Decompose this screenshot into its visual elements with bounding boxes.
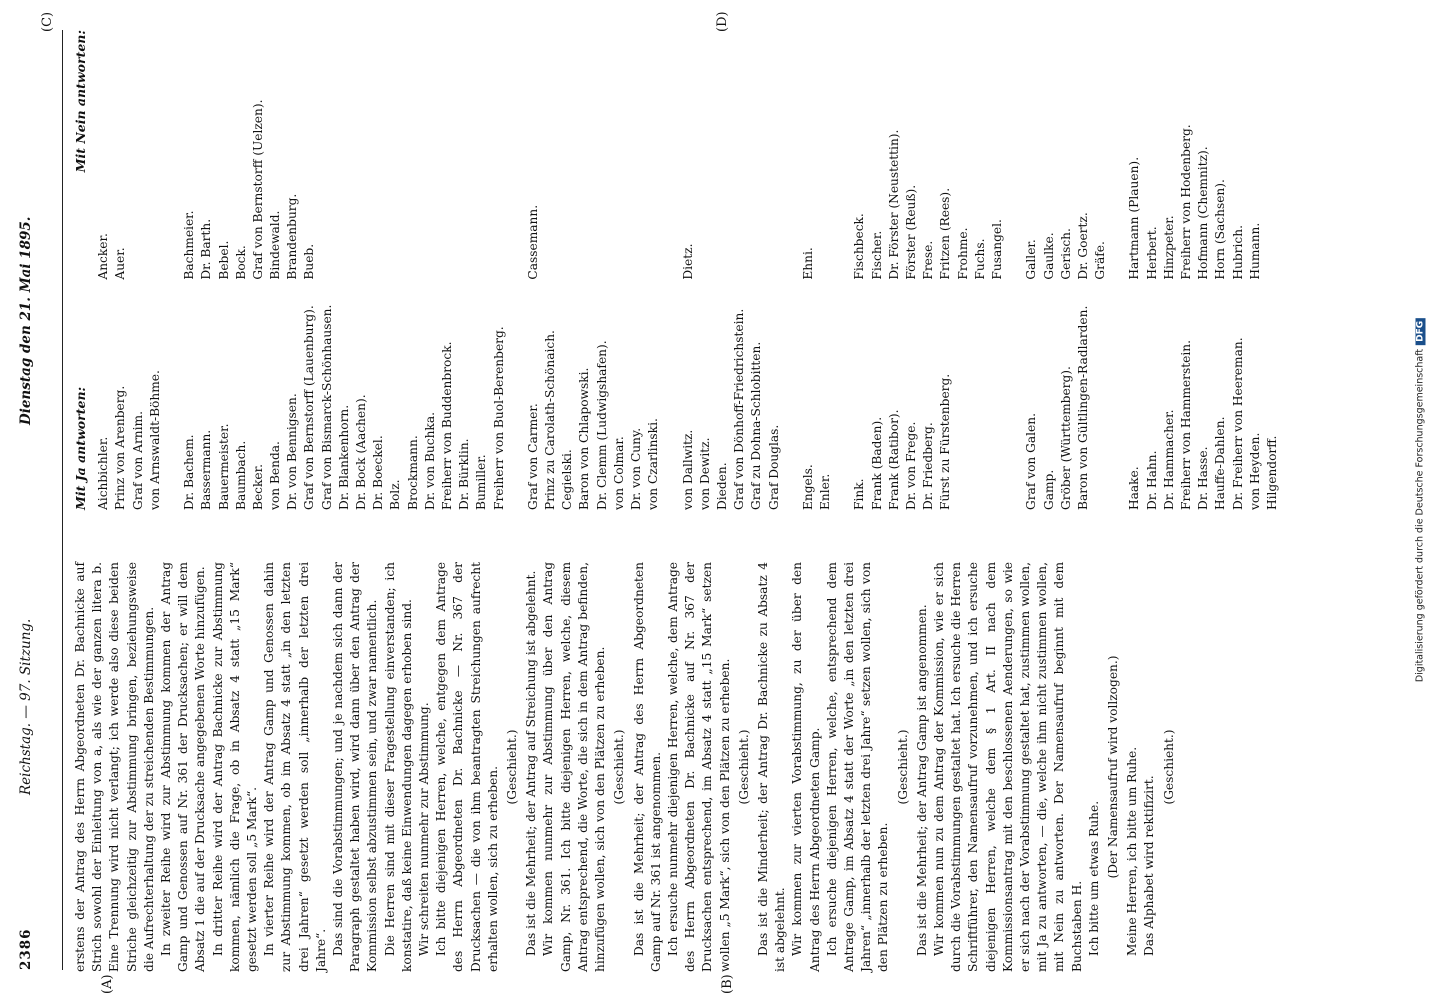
vote-row [680,30,697,510]
nein-voter-name [576,30,593,280]
ja-voter-name: Baron von Chlapowski. [577,367,592,510]
ja-voter-name: Dr. Bürklin. [457,438,472,510]
nein-voter-name: Auer. [113,247,128,280]
vote-row [181,30,198,510]
nein-voter-name: Herbert. [1144,226,1159,280]
nein-voter-name: Fischbeck. [852,213,867,280]
ja-voter-name: Dr. Bachem. [182,434,197,510]
ja-voter-name: Hilgendorff. [1264,435,1279,510]
vote-row [1126,30,1143,510]
paragraph: In vierter Reihe wird der Antrag Gamp und Genossen dahin zur Abstimmung kommen, ob im Absatz 4 statt „in den letzten drei Jahren“ gesetzt werden soll „innerhalb der letzten drei Jahre“. [262,562,328,972]
margin-mark-d: (D) [715,11,730,32]
vote-row [1023,30,1040,510]
nein-voter-name: Frohme. [955,227,970,280]
nein-voter-name [473,30,490,280]
vote-row [473,30,490,510]
vote-row [611,30,628,510]
paragraph: In zweiter Reihe wird zur Abstimmung kommen der Antrag Gamp und Genossen auf Nr. 361 der Drucksachen; er will dem Absatz 1 die auf der Drucksache angegebenen Worte hinzufügen. [159,562,208,972]
ja-voter-name: Dr. Bock (Aachen). [354,394,369,510]
stage-direction: (Geschieht.) [1161,729,1176,805]
vote-row [267,30,284,510]
paragraph: Das sind die Vorabstimmungen; und je nachdem sich dann der Paragraph gestaltet haben wird, wird dann über den Antrag der Kommission selbst abzustimmen sein, und zwar namentlich. [331,562,380,972]
nein-voter-name: Cassemann. [525,204,540,280]
vote-row [284,30,301,510]
stage-direction: (Geschieht.) [736,729,751,805]
ja-voter-name: von Dallwitz. [680,429,695,510]
ja-voter-name: Dr. Clemm (Ludwigshafen). [594,340,609,510]
nein-voter-name: Fischer. [869,230,884,280]
vote-list-rows [95,30,1281,510]
nein-voter-name [422,30,439,280]
ja-voter-name [1092,280,1109,510]
ja-voter-name: Fürst zu Fürstenberg. [938,373,953,510]
vote-row [1161,30,1178,510]
vote-row [559,30,576,510]
nein-voter-name [748,30,765,280]
ja-voter-name [164,280,181,510]
vote-row [1144,30,1161,510]
nein-voter-name: Fuchs. [972,238,987,280]
ja-voter-name: Prinz zu Carolath-Schönaich. [543,330,558,510]
nein-voter-name [456,30,473,280]
ja-voter-name: Graf Douglas. [766,424,781,510]
vote-list-headings [72,30,89,510]
ja-voter-name [662,280,679,510]
ja-voter-name: von Dewitz. [697,437,712,510]
vote-row [714,30,731,510]
vote-row [164,30,181,510]
vote-row [766,30,783,510]
nein-voter-name [353,30,370,280]
ja-voter-name: Enler. [818,473,833,510]
page-number: 2386 [18,928,34,970]
nein-voter-name: Galler. [1024,239,1039,280]
nein-voter-name [336,30,353,280]
vote-row [1041,30,1058,510]
vote-row [95,30,112,510]
vote-row [1075,30,1092,510]
ja-voter-name: Becker. [250,464,265,510]
vote-row [130,30,147,510]
vote-row [542,30,559,510]
nein-voter-name: Hofmann (Chemnitz). [1196,146,1211,280]
vote-row [112,30,129,510]
ja-voter-name: Bassermann. [199,429,214,510]
vote-row [1264,30,1281,510]
paragraph: Ich ersuche diejenigen Herren, welche, entsprechend dem Antrage Gamp, im Absatz 4 statt der Worte „in den letzten drei Jahren“ „innerhalb der letzten drei Jahre“ setzen wollen, sich von den Plätzen zu erheben. [824,562,891,972]
vote-row [783,30,800,510]
nein-voter-name [697,30,714,280]
ja-voter-name: Dr. Hasse. [1196,446,1211,510]
ja-voter-name: Graf von Dönhoff-Friedrichstein. [732,308,747,510]
nein-voter-name: Gräfe. [1093,241,1108,280]
vote-row [886,30,903,510]
nein-voter-name [164,30,181,280]
paragraph: Ich bitte diejenigen Herren, welche, entgegen dem Antrage des Herrn Abgeordneten Dr. Bachnicke — Nr. 367 der Drucksachen — die von ihm beantragten Streichungen aufrecht erhalten wollen, sich zu erheben. [434,562,500,972]
nein-voter-name [817,30,834,280]
nein-voter-name: Humann. [1247,222,1262,280]
ja-heading: Mit Ja antworten: [73,386,88,510]
ja-voter-name: Dr. von Frege. [904,421,919,510]
nein-voter-name: Horn (Sachsen). [1213,179,1228,280]
paragraph: Das Alphabet wird rektifizirt. [1142,775,1157,956]
nein-voter-name [662,30,679,280]
paragraph: Wir kommen zur vierten Vorabstimmung, zu der über den Antrag des Herrn Abgeordneten Gamp. [790,562,822,972]
vote-row [851,30,868,510]
paragraph: Wir kommen nun zu dem Antrag der Kommission, wie er sich durch die Vorabstimmungen gestaltet hat. Ich ersuche die Herren Schriftführer, den Namensaufruf vorzunehmen, und ich ersuche diejenigen Herren, welche dem § 1 Art. II nach dem Kommissionsantrag mit den beschlossenen Aenderungen, so wie er sich nach der Vorabstimmung gestaltet hat, zustimmen wollen, mit Ja zu antworten, — die, welche ihm nicht zustimmen wollen, mit Nein zu antworten. Der Namensaufruf beginnt mit dem Buchstaben H. [931,562,1084,972]
paragraph: erstens der Antrag des Herrn Abgeordneten Dr. Bachnicke auf Strich sowohl der Einleitung von a, als wie der ganzen litera b. Eine Trennung wird nicht verlangt; ich werde also diese beiden Striche gleichzeitig zur Abstimmung bringen, beziehungsweise die Aufrechterhaltung der zu streichenden Bestimmungen. [73,562,156,972]
nein-voter-name: Freiherr von Hodenberg. [1179,124,1194,280]
ja-voter-name: Hauffe-Dahlen. [1213,416,1228,510]
nein-voter-name [766,30,783,280]
nein-voter-name [319,30,336,280]
ja-voter-name: Dr. Hahn. [1144,450,1159,510]
nein-voter-name: Graf von Bernstorff (Uelzen). [250,99,265,280]
paragraph: Ich bitte um etwas Ruhe. [1086,800,1101,956]
vote-row [370,30,387,510]
ja-voter-name: Graf zu Dohna-Schlobitten. [749,341,764,510]
left-running-head: Reichstag. — 97. Sitzung. [18,618,34,795]
vote-row [353,30,370,510]
vote-row [937,30,954,510]
nein-voter-name [731,30,748,280]
vote-row [972,30,989,510]
ja-voter-name: von Czarlinski. [646,418,661,510]
paragraph: Das ist die Mehrheit; der Antrag des Herrn Abgeordneten Gamp auf Nr. 361 ist angenommen. [631,562,663,972]
nein-voter-name [559,30,576,280]
right-running-head: Dienstag den 21. Mai 1895. [18,216,34,425]
paragraph: Wir kommen nunmehr zur Abstimmung über den Antrag Gamp, Nr. 361. Ich bitte diejenigen Herren, welche, diesem Antrag entsprechend, die Worte, die sich in dem Antrag befinden, hinzufügen wollen, sich von den Plätzen zu erheben. [541,562,608,972]
vote-row [800,30,817,510]
ja-voter-name: Brockmann. [405,435,420,510]
nein-voter-name [387,30,404,280]
nein-voter-name [439,30,456,280]
ja-voter-name: Frank (Ratibor). [886,409,901,510]
nein-voter-name [1109,30,1126,280]
ja-voter-name: von Heyden. [1247,432,1262,510]
vote-row [662,30,679,510]
vote-row [628,30,645,510]
ja-voter-name: von Benda. [268,441,283,510]
ja-voter-name: Graf von Bismarck-Schönhausen. [319,304,334,510]
stage-direction: (Geschieht.) [505,729,520,805]
ja-voter-name: von Arnswaldt-Böhme. [147,370,162,510]
nein-voter-name [783,30,800,280]
stage-direction: (Geschieht.) [612,729,627,805]
running-header [18,40,58,970]
ja-voter-name: Graf von Arnim. [130,411,145,510]
nein-voter-name [714,30,731,280]
nein-voter-name [611,30,628,280]
vote-row [989,30,1006,510]
ja-voter-name: Gröber (Württemberg). [1058,366,1073,510]
vote-row [525,30,542,510]
paragraph: Meine Herren, ich bitte um Ruhe. [1125,746,1140,956]
ja-voter-name: Bauermeister. [216,423,231,510]
nein-voter-name [147,30,164,280]
margin-mark-c: (C) [40,11,55,32]
ja-voter-name: Bumiller. [474,454,489,510]
nein-voter-name [834,30,851,280]
left-text-column [72,562,1180,972]
ja-voter-name: Dr. Freiherr von Heereman. [1230,337,1245,510]
ja-voter-name: Freiherr von Buol-Berenberg. [491,326,506,510]
ja-voter-name [783,280,800,510]
nein-voter-name [628,30,645,280]
nein-voter-name [370,30,387,280]
vote-row [817,30,834,510]
nein-voter-name [130,30,147,280]
ja-voter-name [989,280,1006,510]
nein-voter-name: Dr. Barth. [199,218,214,280]
nein-voter-name: Hubrich. [1230,225,1245,280]
paragraph: In dritter Reihe wird der Antrag Bachnicke zur Abstimmung kommen, nämlich die Frage, ob in Absatz 4 statt „15 Mark“ gesetzt werden soll „5 Mark“. [210,562,260,972]
vote-row [422,30,439,510]
vote-row [1247,30,1264,510]
credit-text: Digitalisierung gefördert durch die Deutsche Forschungsgemeinschaft [1414,348,1426,683]
vote-row [1006,30,1023,510]
nein-voter-name [645,30,662,280]
ja-voter-name: Dr. Friedberg. [921,422,936,510]
vote-row [456,30,473,510]
nein-voter-name: Ehni. [800,247,815,280]
nein-voter-name: Fritzen (Rees). [938,187,953,280]
vote-row [508,30,525,510]
vote-row [336,30,353,510]
ja-voter-name: Frank (Baden). [869,416,884,510]
margin-mark-a: (A) [100,974,115,994]
vote-row [1058,30,1075,510]
ja-voter-name: Graf von Carmer. [525,403,540,510]
nein-voter-name: Hinzpeter. [1161,215,1176,280]
vote-row [903,30,920,510]
ja-voter-name: Dr. von Buchka. [422,412,437,510]
vote-row [1230,30,1247,510]
paragraph: Das ist die Minderheit; der Antrag Dr. Bachnicke zu Absatz 4 ist abgelehnt. [755,562,788,972]
nein-voter-name: Bindewald. [268,210,283,280]
vote-row [405,30,422,510]
vote-row [233,30,250,510]
vote-row [645,30,662,510]
ja-voter-name: Engels. [800,464,815,510]
nein-voter-name: Gerisch. [1058,228,1073,280]
vote-row [869,30,886,510]
ja-voter-name: Freiherr von Hammerstein. [1179,340,1194,510]
vote-row [439,30,456,510]
vote-row [834,30,851,510]
nein-voter-name: Frese. [921,240,936,280]
paragraph: Die Herren sind mit dieser Fragestellung einverstanden; ich konstatire, daß keine Einwendungen dagegen erhoben sind. [382,562,414,972]
vote-list-column [72,30,1281,510]
ja-voter-name: Gamp. [1041,469,1056,510]
vote-row [216,30,233,510]
ja-voter-name: Dieden. [714,462,729,510]
nein-voter-name: Bock. [233,245,248,280]
ja-voter-name [834,280,851,510]
stage-direction: (Geschieht.) [895,729,910,805]
paragraph: Wir schreiten nunmehr zur Abstimmung. [417,702,432,956]
vote-row [301,30,318,510]
vote-row [198,30,215,510]
paragraph: Das ist die Mehrheit; der Antrag auf Streichung ist abgelehnt. [524,570,539,956]
ja-voter-name: Baumbach. [233,440,248,510]
vote-row [1092,30,1109,510]
vote-row [250,30,267,510]
ja-voter-name: Dr. Boeckel. [371,435,386,510]
nein-voter-name [1006,30,1023,280]
vote-row [576,30,593,510]
ja-voter-name: Prinz von Arenberg. [113,385,128,510]
ja-voter-name: Graf von Bernstorff (Lauenburg). [302,305,317,510]
ja-voter-name: Baron von Gültlingen-Radlarden. [1075,305,1090,510]
nein-voter-name: Bueb. [302,243,317,280]
vote-row [731,30,748,510]
vote-row [594,30,611,510]
nein-voter-name [405,30,422,280]
ja-voter-name [972,280,989,510]
ja-voter-name: Freiherr von Buddenbrock. [439,341,454,510]
nein-voter-name: Bebel. [216,240,231,280]
ja-voter-name [1109,280,1126,510]
vote-row [697,30,714,510]
paragraph: Ich ersuche nunmehr diejenigen Herren, welche, dem Antrage des Herrn Abgeordneten Dr. Bachnicke auf Nr. 367 der Drucksachen entsprechend, im Absatz 4 statt „15 Mark“ setzen wollen „5 Mark“, sich von den Plätzen zu erheben. [665,562,732,972]
nein-voter-name [1264,30,1281,280]
nein-voter-name [508,30,525,280]
ja-voter-name: Graf von Galen. [1024,413,1039,510]
ja-voter-name: Haake. [1127,466,1142,510]
vote-row [955,30,972,510]
ja-voter-name [508,280,525,510]
nein-voter-name: Brandenburg. [285,193,300,280]
vote-row [387,30,404,510]
paragraph: Das ist die Mehrheit; der Antrag Gamp ist angenommen. [914,604,929,956]
ja-voter-name: Cegielski. [560,449,575,510]
vote-row [1195,30,1212,510]
dfg-logo: DFG [1416,318,1426,345]
nein-voter-name: Dietz. [680,243,695,280]
vote-row [920,30,937,510]
ja-voter-name: Bolz. [388,479,403,510]
nein-voter-name: Dr. Förster (Neustettin). [886,129,901,280]
vote-row [1212,30,1229,510]
ja-voter-name: von Colmar. [611,436,626,510]
stage-direction: (Der Namensaufruf wird vollzogen.) [1105,655,1120,879]
ja-voter-name: Dr. Hammacher. [1161,409,1176,510]
ja-voter-name: Fink. [852,478,867,510]
vote-row [1178,30,1195,510]
nein-voter-name: Förster (Reuß). [904,184,919,280]
vote-row [1109,30,1126,510]
nein-voter-name [491,30,508,280]
nein-voter-name: Gaulke. [1041,232,1056,280]
nein-voter-name: Hartmann (Plauen). [1127,156,1142,280]
nein-voter-name [594,30,611,280]
ja-voter-name: Dr. Blankenhorn. [336,404,351,510]
vote-row [748,30,765,510]
nein-voter-name: Dr. Goertz. [1075,212,1090,280]
digitization-credit [1415,318,1426,682]
nein-voter-name: Fusangel. [989,219,1004,280]
ja-voter-name: Dr. von Cuny. [629,427,644,510]
nein-heading: Mit Nein antworten: [73,30,88,173]
vote-row [147,30,164,510]
nein-voter-name: Ancker. [96,233,111,280]
ja-voter-name [955,280,972,510]
vote-row [319,30,336,510]
vote-row [491,30,508,510]
header-rule [62,30,63,970]
ja-voter-name: Aichbichler. [96,436,111,510]
ja-voter-name: Dr. von Bennigsen. [285,393,300,510]
ja-voter-name [1006,280,1023,510]
margin-mark-b: (B) [720,974,735,994]
nein-voter-name [542,30,559,280]
nein-voter-name: Bachmeier. [182,210,197,280]
